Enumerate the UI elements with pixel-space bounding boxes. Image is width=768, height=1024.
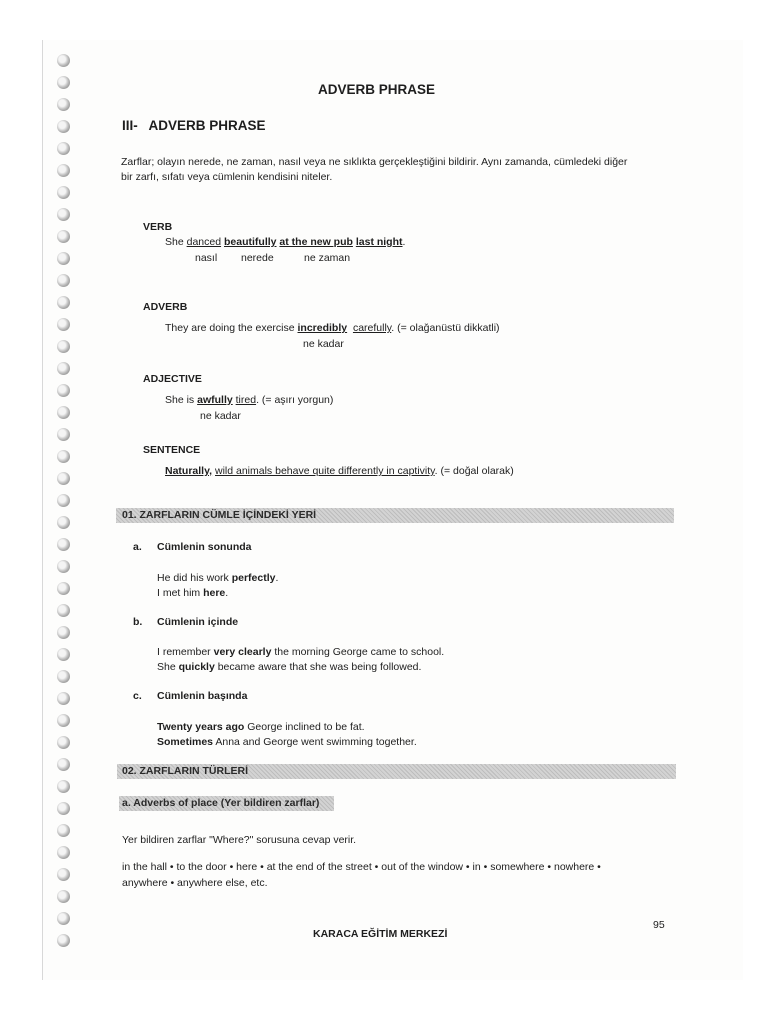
section-number: III- bbox=[122, 118, 138, 133]
manner-adverb: beautifully bbox=[223, 236, 277, 248]
item-c-heading: Cümlenin başında bbox=[157, 690, 248, 702]
bold-adverb: here bbox=[203, 587, 226, 599]
binder-hole-icon bbox=[57, 802, 70, 815]
adjective-example bbox=[165, 393, 333, 408]
binder-hole-icon bbox=[57, 846, 70, 859]
binder-hole-icon bbox=[57, 76, 70, 89]
bold-adverb: Sometimes bbox=[157, 736, 214, 748]
binder-hole-icon bbox=[57, 384, 70, 397]
text-run: Anna and George went swimming together. bbox=[213, 736, 417, 748]
text-run: She bbox=[157, 661, 179, 673]
adverb-heading: ADVERB bbox=[143, 301, 188, 313]
binder-hole-icon bbox=[57, 670, 70, 683]
binder-hole-icon bbox=[57, 912, 70, 925]
text-run: . (= doğal olarak) bbox=[434, 465, 514, 477]
sentence-example bbox=[165, 464, 514, 479]
time-adverb: last night bbox=[355, 236, 403, 248]
place-adverb: at the new pub bbox=[279, 236, 353, 248]
binder-hole-icon bbox=[57, 758, 70, 771]
binder-hole-icon bbox=[57, 780, 70, 793]
underlined-verb: danced bbox=[186, 236, 222, 248]
binder-hole-icon bbox=[57, 824, 70, 837]
binder-hole-icon bbox=[57, 340, 70, 353]
item-c-example-2 bbox=[157, 735, 417, 750]
section-band-01: 01. ZARFLARIN CÜMLE İÇİNDEKİ YERİ bbox=[116, 508, 674, 523]
place-examples-line-2: anywhere • anywhere else, etc. bbox=[122, 877, 268, 889]
item-a-example-1 bbox=[157, 571, 278, 586]
section-heading bbox=[122, 118, 266, 133]
intensifier-adverb: incredibly bbox=[297, 322, 348, 334]
binder-hole-icon bbox=[57, 934, 70, 947]
text-run: . (= olağanüstü dikkatli) bbox=[391, 322, 500, 334]
section-title: ADVERB PHRASE bbox=[148, 118, 266, 133]
binder-hole-icon bbox=[57, 494, 70, 507]
section-band-02: 02. ZARFLARIN TÜRLERİ bbox=[117, 764, 676, 779]
text-run: She bbox=[165, 236, 187, 248]
place-description: Yer bildiren zarflar "Where?" sorusuna cevap verir. bbox=[122, 834, 357, 846]
bold-adverb: very clearly bbox=[213, 646, 272, 658]
adverb-gloss: ne kadar bbox=[303, 338, 344, 350]
intro-line-1: Zarflar; olayın nerede, ne zaman, nasıl veya ne sıklıkta gerçekleştiğini bildirir. Aynı zamanda, cümledeki diğer bbox=[121, 156, 628, 168]
text-run: George inclined to be fat. bbox=[244, 721, 365, 733]
adjective-gloss: ne kadar bbox=[200, 410, 241, 422]
binder-hole-icon bbox=[57, 428, 70, 441]
bold-adverb: perfectly bbox=[231, 572, 276, 584]
item-c-example-1 bbox=[157, 720, 365, 735]
page-number: 95 bbox=[653, 919, 665, 931]
binder-hole-icon bbox=[57, 626, 70, 639]
binder-hole-icon bbox=[57, 296, 70, 309]
binder-hole-icon bbox=[57, 406, 70, 419]
text-run: the morning George came to school. bbox=[271, 646, 445, 658]
item-b-heading: Cümlenin içinde bbox=[157, 616, 239, 628]
publisher-footer: KARACA EĞİTİM MERKEZİ bbox=[313, 928, 448, 940]
intensifier-adverb: awfully bbox=[197, 394, 233, 406]
subsection-band-place: a. Adverbs of place (Yer bildiren zarflar) bbox=[119, 796, 334, 811]
binder-hole-icon bbox=[57, 648, 70, 661]
item-b-marker: b. bbox=[133, 616, 143, 628]
text-run: I met him bbox=[157, 587, 204, 599]
text-run: I remember bbox=[157, 646, 214, 658]
binder-hole-icon bbox=[57, 120, 70, 133]
binder-hole-icon bbox=[57, 890, 70, 903]
item-c-marker: c. bbox=[133, 690, 142, 702]
bold-adverb: Twenty years ago bbox=[157, 721, 245, 733]
binder-hole-icon bbox=[57, 230, 70, 243]
binder-hole-icon bbox=[57, 186, 70, 199]
verb-gloss-1: nasıl bbox=[195, 252, 218, 264]
binder-hole-icon bbox=[57, 54, 70, 67]
text-run: became aware that she was being followed. bbox=[214, 661, 422, 673]
binder-hole-icon bbox=[57, 604, 70, 617]
binder-hole-icon bbox=[57, 714, 70, 727]
binder-hole-icon bbox=[57, 164, 70, 177]
text-run: . bbox=[402, 236, 406, 248]
binder-hole-icon bbox=[57, 274, 70, 287]
item-a-heading: Cümlenin sonunda bbox=[157, 541, 252, 553]
binder-hole-icon bbox=[57, 560, 70, 573]
adjective-word: tired bbox=[235, 394, 257, 406]
binder-hole-icon bbox=[57, 516, 70, 529]
binder-hole-icon bbox=[57, 692, 70, 705]
item-a-example-2 bbox=[157, 586, 228, 601]
text-run: He did his work bbox=[157, 572, 232, 584]
item-b-example-1 bbox=[157, 645, 444, 660]
binder-hole-icon bbox=[57, 252, 70, 265]
text-run: They are doing the exercise bbox=[165, 322, 298, 334]
text-run: She is bbox=[165, 394, 198, 406]
bold-adverb: quickly bbox=[178, 661, 215, 673]
sentence-heading: SENTENCE bbox=[143, 444, 201, 456]
underlined-clause: wild animals behave quite differently in captivity bbox=[215, 465, 435, 477]
place-examples-line-1: in the hall • to the door • here • at the end of the street • out of the window • in • somewhere • nowhere • bbox=[122, 861, 601, 873]
manner-adverb: carefully bbox=[352, 322, 392, 334]
verb-example bbox=[165, 235, 405, 250]
binder-hole-icon bbox=[57, 450, 70, 463]
intro-line-2: bir zarfı, sıfatı veya cümlenin kendisini niteler. bbox=[121, 171, 333, 183]
verb-gloss-2: nerede bbox=[241, 252, 274, 264]
verb-gloss-3: ne zaman bbox=[304, 252, 351, 264]
sentence-adverb: Naturally, bbox=[165, 465, 213, 477]
binder-hole-icon bbox=[57, 736, 70, 749]
adverb-example bbox=[165, 321, 500, 336]
page-title: ADVERB PHRASE bbox=[318, 82, 436, 97]
binder-hole-icon bbox=[57, 142, 70, 155]
binder-hole-icon bbox=[57, 868, 70, 881]
adjective-heading: ADJECTIVE bbox=[143, 373, 202, 385]
binder-hole-icon bbox=[57, 208, 70, 221]
text-run: . bbox=[275, 572, 279, 584]
binder-hole-icon bbox=[57, 362, 70, 375]
binder-hole-icon bbox=[57, 538, 70, 551]
text-run: . bbox=[225, 587, 229, 599]
text-run: . (= aşırı yorgun) bbox=[256, 394, 334, 406]
item-a-marker: a. bbox=[133, 541, 142, 553]
binder-hole-icon bbox=[57, 472, 70, 485]
item-b-example-2 bbox=[157, 660, 421, 675]
binder-hole-icon bbox=[57, 318, 70, 331]
binder-hole-icon bbox=[57, 98, 70, 111]
binder-hole-icon bbox=[57, 582, 70, 595]
verb-heading: VERB bbox=[143, 221, 173, 233]
